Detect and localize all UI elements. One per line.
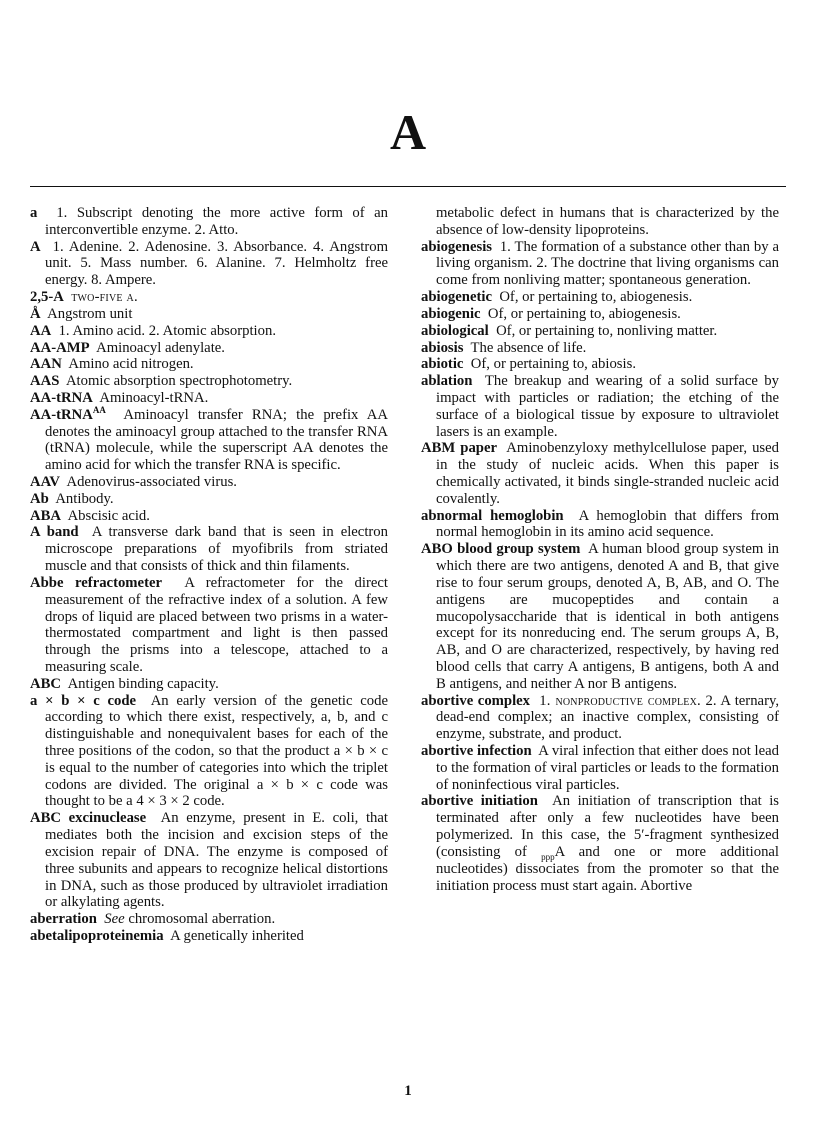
header-rule [30,186,786,187]
entry-definition: Abscisic acid. [67,507,150,524]
entry-term: ABO blood group system [421,541,581,558]
entry-definition: A transverse dark band that is seen in electron microscope preparations of myofibrils from striated muscle and that consists of thick and thin filaments. [45,524,388,575]
entry-term: A [30,238,41,255]
dictionary-entry-A [30,239,388,289]
dictionary-entry-A-band [30,524,388,574]
dictionary-entry-abiological [421,323,779,340]
entry-definition: metabolic defect in humans that is characterized by the absence of low-density lipoproteins. [436,205,779,238]
entry-definition: A refractometer for the direct measurement of the refractive index of a solution. A few drops of liquid are placed between two prisms in a water-thermostated compartment and light is then passed through the prisms into a telescope, attached to a measuring scale. [45,574,388,675]
entry-term: abortive initiation [421,793,538,810]
dictionary-entry-abetalipoproteinemia [30,928,388,945]
entry-definition: 1. Subscript denoting the more active form of an interconvertible enzyme. 2. Atto. [45,205,388,238]
entry-definition: A and one or more additional nucleotides) dissociates from the promoter so that the initiation process must start again. Abortive [436,843,780,894]
dictionary-entry-AA-tRNA [30,390,388,407]
entry-definition: Of, or pertaining to, abiogenesis. [499,289,693,306]
dictionary-entry-AAV [30,474,388,491]
dictionary-entry-abortive-complex [421,693,779,743]
entry-definition: Of, or pertaining to, nonliving matter. [496,322,718,339]
dictionary-entry-abnormal-hemoglobin [421,508,779,542]
entry-term: abiogenic [421,305,481,322]
dictionary-entry-abiosis [421,340,779,357]
entry-cross-reference: two-five a. [71,289,138,306]
right-column [421,205,779,894]
entry-term: ABC [30,675,62,692]
entry-definition: Adenovirus-associated virus. [66,474,237,490]
entry-term-superscript: AA [92,404,106,415]
entry-definition: A genetically inherited [170,927,304,944]
entry-term: Å [30,305,41,322]
entry-definition: Aminoacyl adenylate. [96,339,225,356]
entry-term: a × b × c code [30,692,137,709]
entry-definition: Of, or pertaining to, abiogenesis. [487,305,681,322]
entry-definition: A viral infection that either does not lead to the formation of viral particles or leads to the formation of noninfectious viral particles. [436,743,779,793]
entry-definition: Aminobenzyloxy methylcellulose paper, used in the study of nucleic acids. When this paper is chemically activated, it binds single-stranded nucleic acid covalently. [436,440,779,507]
entry-term: AA-tRNA$^{AA}$ [30,404,106,423]
dictionary-entry-AA [30,323,388,340]
entry-definition: Atomic absorption spectrophotometry. [65,373,293,390]
dictionary-entry-AAN [30,356,388,373]
entry-term: AAS [30,373,60,390]
entry-term: abiogenetic [421,289,492,306]
entry-definition: An early version of the genetic code according to which there exist, respectively, a, b, and c distinguishable and nonequivalent bases for each of the three positions of the codon, so that the product a × b × c is equal to the number of categories into which the triplet codons are divided. The original a × b × c code was thought to be a 4 × 3 × 2 code. [45,692,388,810]
entry-definition: 1. Amino acid. 2. Atomic absorption. [58,322,276,339]
entry-term: AA [30,322,52,339]
entry-term: abiosis [421,339,464,356]
entry-term: AA-AMP [30,339,90,356]
dictionary-entry-continuation [421,205,779,239]
entry-term: ablation [421,373,473,390]
entry-term: a [30,205,38,221]
dictionary-entry-Ab [30,491,388,508]
entry-term: AA-tRNA [30,389,93,406]
dictionary-entry-ABA [30,508,388,525]
entry-definition: Aminoacyl transfer RNA; the prefix AA denotes the aminoacyl group attached to the transfer RNA (tRNA) molecule, while the superscript AA denotes the amino acid for which the transfer RNA is specific. [45,406,388,474]
page-letter-heading: A [389,104,427,160]
entry-definition: An initiation of transcription that is terminated after only a few nucleotides have been polymerized. In this case, the 5′-fragment synthesized (consisting of [436,793,779,860]
entry-definition: Amino acid nitrogen. [68,356,194,373]
entry-definition: Angstrom unit [47,305,133,322]
entry-term: A band [30,524,79,541]
dictionary-entry-AA-AMP [30,340,388,357]
entry-term: abiotic [421,356,464,373]
entry-term: Ab [30,490,49,507]
dictionary-entry-abm-paper [421,440,779,507]
dictionary-entry-AA-tRNA-AA [30,404,388,474]
entry-see-label: See [104,911,125,928]
entry-definition: Antigen binding capacity. [67,675,219,692]
entry-term: AAN [30,356,62,373]
entry-definition: The absence of life. [470,339,587,356]
dictionary-entry-abo-blood-group-system [421,541,779,692]
dictionary-entry-abiogenesis [421,239,779,289]
dictionary-entry-AAS [30,373,388,390]
entry-term: ABC excinuclease [30,810,147,827]
entry-term: ABA [30,507,62,524]
dictionary-entry-abortive-infection [421,743,779,793]
entry-definition: 2. A ternary, dead-end complex; an inactive complex, consisting of enzyme, substrate, and product. [436,692,780,743]
entry-definition: Antibody. [55,490,114,507]
dictionary-entry-abiotic [421,356,779,373]
entry-subscript: ppp [541,851,555,862]
dictionary-entry-axbxc-code [30,693,388,811]
dictionary-entry-abc-excinuclease [30,810,388,911]
entry-term: abetalipoproteinemia [30,927,164,944]
dictionary-entry-abbe-refractometer [30,575,388,676]
entry-term: Abbe refractometer [30,574,162,591]
dictionary-entry-abiogenic [421,306,779,323]
entry-definition: A hemoglobin that differs from normal hemoglobin in its amino acid sequence. [436,507,779,541]
entry-term: abortive infection [421,743,532,759]
entry-definition: A human blood group system in which there are two antigens, denoted A and B, that give rise to four serum groups, denoted A, B, AB, and O. The antigens are mucopeptides and contain a mucopolysaccharide that is identical in both antigens except for its nonreducing end. The serum groups A, B, AB, and O are characterized, respectively, by having red blood cells that carry A antigens, B antigens, both A and B antigens, and neither A nor B antigens. [436,541,779,692]
entry-term: ABM paper [421,440,498,457]
entry-term: aberration [30,911,97,928]
dictionary-entry-abiogenetic [421,289,779,306]
dictionary-entry-abortive-initiation [421,793,779,894]
dictionary-entry-2-5-A [30,289,388,306]
dictionary-entry-ABC [30,676,388,693]
page-number: 1 [404,1083,412,1099]
entry-definition: Aminoacyl-tRNA. [99,389,209,406]
entry-definition: Of, or pertaining to, abiosis. [470,356,636,373]
entry-term: abortive complex [421,692,531,709]
entry-term: abnormal hemoglobin [421,507,564,524]
entry-definition: chromosomal aberration. [128,911,276,928]
entry-definition: 1. The formation of a substance other than by a living organism. 2. The doctrine that living organisms can come from nonliving matter; spontaneous generation. [436,238,779,289]
dictionary-entry-angstrom [30,306,388,323]
dictionary-entry-ablation [421,373,779,440]
entry-cross-reference: 1. nonproductive complex. [539,692,701,709]
entry-term: 2,5-A [30,289,64,306]
dictionary-entry-aberration [30,911,388,928]
entry-definition: 1. Adenine. 2. Adenosine. 3. Absorbance. 4. Angstrom unit. 5. Mass number. 6. Alanine. 7. Helmholtz free energy. 8. Ampere. [45,238,389,289]
entry-definition: An enzyme, present in E. coli, that mediates both the incision and excision steps of the excision repair of DNA. The enzyme is composed of three subunits and appears to recognize helical distortions in DNA, such as those produced by ultraviolet irradiation or alkylating agents. [45,810,388,911]
entry-term: AAV [30,474,60,490]
dictionary-entry-a [30,205,388,239]
entry-definition: The breakup and wearing of a solid surface by impact with particles or radiation; the etching of the surface of a biological tissue by exposure to ultraviolet lasers is an example. [436,373,779,440]
left-column [30,205,388,945]
entry-term: abiogenesis [421,238,492,255]
entry-term: abiological [421,322,489,339]
